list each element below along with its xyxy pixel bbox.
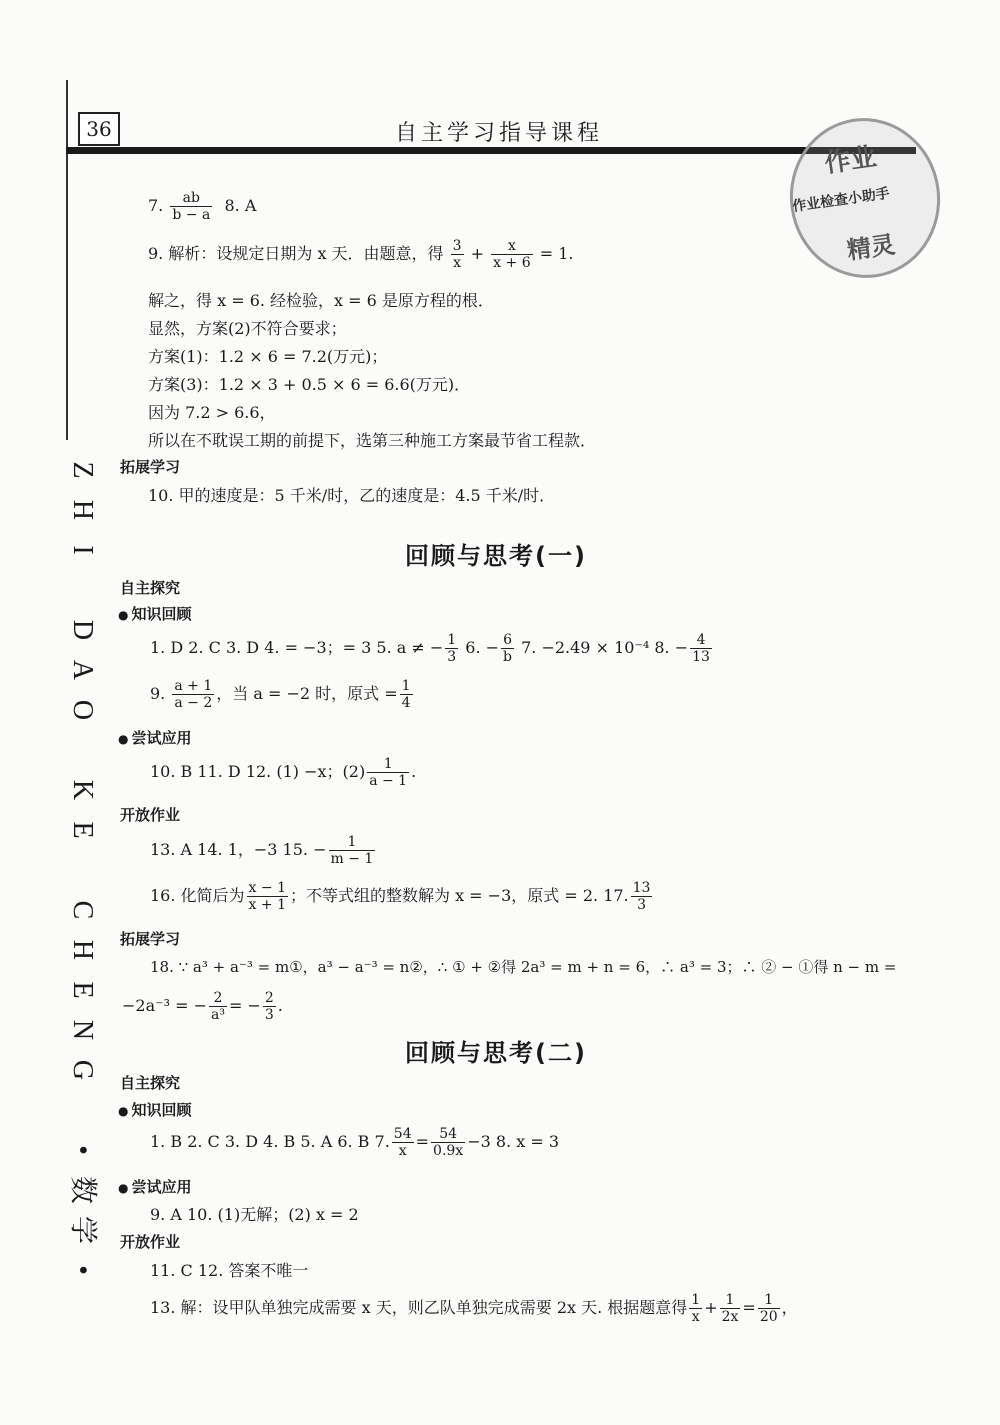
side-title-char: D <box>67 619 98 641</box>
watermark-stamp <box>780 108 951 287</box>
fraction <box>758 1292 780 1325</box>
frac-den: b <box>503 649 513 665</box>
q7-fraction <box>170 190 212 223</box>
text: . <box>277 996 283 1015</box>
review1-line-3 <box>150 756 416 789</box>
answer-q7-q8 <box>148 190 256 223</box>
frac-num: 3 <box>452 238 462 254</box>
solution-line: 方案(1)：1.2 × 6 = 7.2(万元)； <box>148 347 388 366</box>
frac-num: 4 <box>690 632 712 649</box>
frac-den: a − 2 <box>174 695 213 711</box>
text: −2a⁻³ = − <box>122 996 207 1015</box>
review2-line-3: 11. C 12. 答案不唯一 <box>150 1261 309 1280</box>
side-title-char: G <box>67 1059 98 1081</box>
frac-num: 1 <box>329 834 376 851</box>
text: 9. <box>150 684 166 703</box>
text: 13. 解：设甲队单独完成需要 x 天，则乙队单独完成需要 2x 天. 根据题意得 <box>150 1298 688 1317</box>
text: 10. B 11. D 12. (1) −x；(2) <box>150 762 366 781</box>
review1-line-7 <box>122 990 283 1023</box>
text: 16. 化简后为 <box>150 886 245 905</box>
section-label: 自主探究 <box>120 579 181 597</box>
frac-den: b − a <box>172 207 211 223</box>
text: ；不等式组的整数解为 x = −3，原式 = 2. 17. <box>289 886 629 905</box>
side-title-char: • <box>67 1145 98 1155</box>
review2-line-2: 9. A 10. (1)无解；(2) x = 2 <box>150 1205 359 1224</box>
side-title-char <box>62 730 102 770</box>
frac-num: x − 1 <box>248 880 286 896</box>
fraction <box>367 756 409 789</box>
q9-tail: = 1. <box>539 244 574 263</box>
frac-den: x <box>691 1309 700 1325</box>
review1-line-6: 18. ∵ a³ + a⁻³ = m①，a³ − a⁻³ = n②，∴ ① + ②得 2a³ = m + n = 6，∴ a³ = 3；∴ ② − ①得 n − m = <box>150 958 897 976</box>
review1-line-5 <box>150 880 654 913</box>
fraction <box>172 678 214 711</box>
frac-num: 1 <box>720 1292 741 1309</box>
side-title-char: N <box>67 1019 98 1041</box>
text: = <box>742 1298 756 1317</box>
text: = <box>415 1132 430 1151</box>
side-title-char: E <box>67 821 98 839</box>
frac-den: x <box>398 1143 407 1159</box>
section-label: 开放作业 <box>120 1233 181 1251</box>
side-title-char <box>62 1090 102 1130</box>
text: = − <box>228 996 261 1015</box>
side-title-char: K <box>67 779 98 801</box>
side-title-char: A <box>67 659 98 681</box>
subsection-label: ● 知识回顾 <box>118 603 192 624</box>
stamp-text-3: 精灵 <box>845 229 897 265</box>
margin-rule <box>66 80 68 440</box>
frac-den: m − 1 <box>330 851 374 867</box>
plus-sign: + <box>470 244 485 263</box>
side-title-char: Z <box>67 461 98 479</box>
frac-num: 2 <box>264 990 274 1006</box>
text: ， <box>781 1298 798 1317</box>
q7-label: 7. <box>148 196 164 215</box>
solution-line: 所以在不耽误工期的前提下，选第三种施工方案最节省工程款． <box>148 431 597 450</box>
solution-line: 方案(3)：1.2 × 3 + 0.5 × 6 = 6.6(万元)． <box>148 375 471 394</box>
q8-answer: 8. A <box>224 196 257 215</box>
frac-den: x <box>453 255 462 271</box>
q9-fraction-1 <box>451 238 464 271</box>
fraction <box>689 1292 702 1325</box>
frac-den: x + 6 <box>493 255 531 271</box>
side-title-char: C <box>67 900 98 920</box>
section-heading-review-1: 回顾与思考(一) <box>405 542 587 570</box>
answer-q10: 10. 甲的速度是：5 千米/时，乙的速度是：4.5 千米/时． <box>148 486 556 505</box>
frac-den: 3 <box>637 897 647 913</box>
frac-num: 54 <box>431 1126 465 1143</box>
fraction <box>720 1292 741 1325</box>
text: −3 8. x = 3 <box>467 1132 560 1151</box>
q9-text: 9. 解析：设规定日期为 x 天．由题意，得 <box>148 244 444 263</box>
review1-line-1 <box>150 632 714 665</box>
frac-den: a − 1 <box>369 773 408 789</box>
text: 6. − <box>460 638 500 657</box>
solution-line: 因为 7.2 > 6.6， <box>148 403 276 422</box>
page-number: 36 <box>78 112 120 146</box>
vertical-side-title <box>62 450 102 1290</box>
review2-line-4 <box>150 1292 798 1325</box>
side-title-char: I <box>67 545 98 555</box>
fraction <box>400 678 413 711</box>
section-label-extension: 拓展学习 <box>120 458 181 476</box>
review2-line-1 <box>150 1126 559 1159</box>
text: 1. D 2. C 3. D 4. = −3；= 3 5. a ≠ − <box>150 638 444 657</box>
fraction <box>501 632 514 665</box>
text: 13. A 14. 1，−3 15. − <box>150 840 327 859</box>
subsection-label: ● 尝试应用 <box>118 727 192 748</box>
stamp-text-1: 作业 <box>822 142 879 180</box>
side-title-char: 数 <box>67 1175 98 1204</box>
frac-num: 1 <box>447 632 457 648</box>
frac-num: 1 <box>401 678 411 694</box>
text: 1. B 2. C 3. D 4. B 5. A 6. B 7. <box>150 1132 390 1151</box>
side-title-char: H <box>67 939 98 961</box>
fraction <box>209 990 227 1023</box>
frac-num: 1 <box>758 1292 780 1309</box>
section-label: 拓展学习 <box>120 930 181 948</box>
fraction <box>690 632 712 665</box>
side-title-char: 学 <box>67 1215 98 1244</box>
review1-line-4 <box>150 834 377 867</box>
frac-den: 4 <box>401 695 411 711</box>
frac-num: 2 <box>209 990 227 1007</box>
frac-num: 6 <box>501 632 514 649</box>
frac-num: 13 <box>632 880 651 896</box>
running-header-title: 自主学习指导课程 <box>395 121 604 146</box>
side-title-char <box>62 570 102 610</box>
frac-den: 0.9x <box>433 1143 464 1159</box>
fraction <box>392 1126 414 1159</box>
fraction <box>431 1126 465 1159</box>
solution-line: 解之，得 x = 6. 经检验，x = 6 是原方程的根． <box>148 291 494 310</box>
section-label: 开放作业 <box>120 806 181 824</box>
frac-den: 3 <box>447 649 457 665</box>
frac-den: 2x <box>721 1309 739 1325</box>
subsection-label: ● 知识回顾 <box>118 1099 192 1120</box>
frac-num: a + 1 <box>174 678 213 694</box>
fraction <box>631 880 653 913</box>
frac-den: a³ <box>210 1007 225 1023</box>
subsection-label: ● 尝试应用 <box>118 1176 192 1197</box>
fraction <box>247 880 288 913</box>
section-label: 自主探究 <box>120 1074 181 1092</box>
review1-line-2 <box>150 678 415 711</box>
fraction <box>445 632 458 665</box>
answer-q9 <box>148 238 573 271</box>
side-title-char <box>62 850 102 890</box>
stamp-text-2: 作业检查小助手 <box>791 185 891 216</box>
frac-num: ab <box>170 190 212 207</box>
text: . <box>411 762 417 781</box>
frac-den: 3 <box>264 1007 274 1023</box>
frac-den: x + 1 <box>248 897 286 913</box>
frac-num: 1 <box>367 756 409 773</box>
section-heading-review-2: 回顾与思考(二) <box>405 1039 587 1067</box>
side-title-char: • <box>67 1265 98 1275</box>
frac-num: 54 <box>393 1126 412 1142</box>
fraction <box>263 990 276 1023</box>
side-title-char: E <box>67 981 98 999</box>
text: ，当 a = −2 时，原式 = <box>216 684 398 703</box>
frac-den: 13 <box>692 649 710 665</box>
solution-line: 显然，方案(2)不符合要求； <box>148 319 347 338</box>
side-title-char: H <box>67 499 98 521</box>
frac-num: x <box>491 238 532 255</box>
frac-num: 1 <box>691 1292 701 1308</box>
frac-den: 20 <box>759 1309 778 1325</box>
text: 7. −2.49 × 10⁻⁴ 8. − <box>516 638 689 657</box>
q9-fraction-2 <box>491 238 532 271</box>
text: + <box>704 1298 718 1317</box>
fraction <box>329 834 376 867</box>
side-title-char: O <box>67 699 98 721</box>
